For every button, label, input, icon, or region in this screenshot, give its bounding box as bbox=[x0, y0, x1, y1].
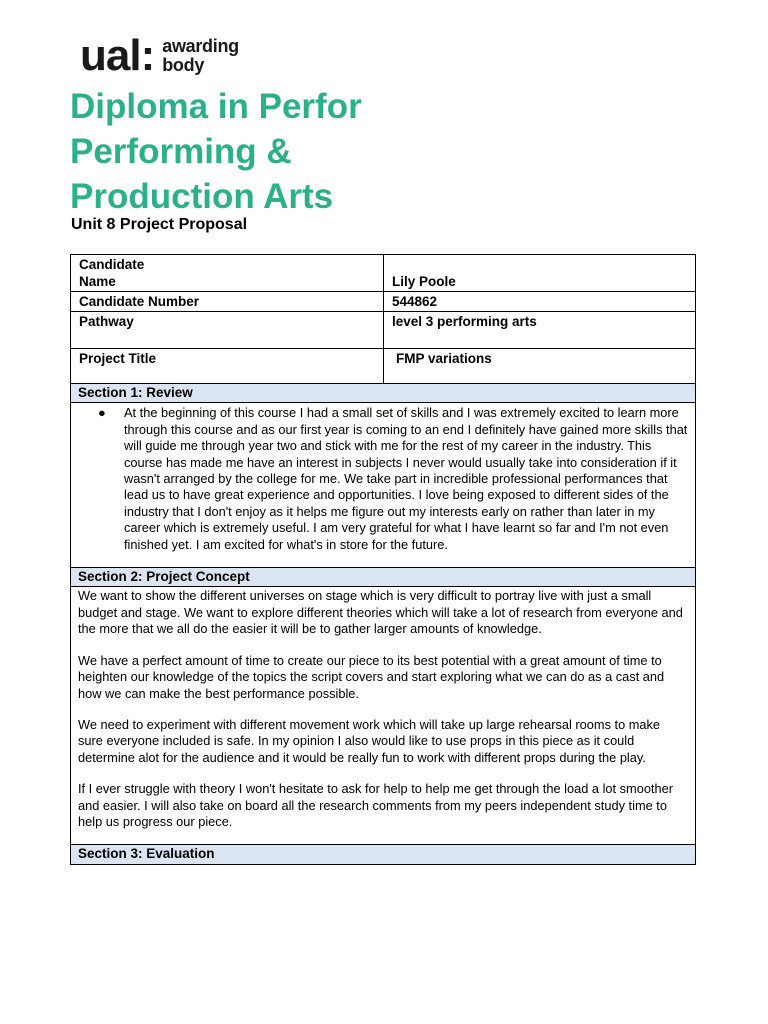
section-1-body-row bbox=[71, 403, 696, 568]
review-text: At the beginning of this course I had a small set of skills and I was extremely excited to learn more through this course and as our first year is coming to an end I definitely have gained more skills that will guide me through year two and stick with me for the rest of my career in the industry. This course has made me have an interest in subjects I never would usually take into consideration if it wasn't arranged by the college for me. We take part in incredible professional performances that lead us to have great experience and opportunities. I love being exposed to different sides of the industry that I don't enjoy as it helps me figure out my interests early on rather than later in my career which is extremely useful. I am very grateful for what I have learnt so far and I'm not even finished yet. I am excited for what's in store for the future. bbox=[124, 405, 688, 552]
concept-paragraph-1: We want to show the different universes on stage which is very difficult to portray live with just a small budget and stage. We want to explore different theories which will take a lot of research from everyone and the more that we all do the easier it will be to gather larger amounts of knowledge. bbox=[78, 588, 683, 637]
project-title-value: FMP variations bbox=[384, 349, 696, 386]
unit-subtitle: Unit 8 Project Proposal bbox=[71, 216, 248, 233]
title-line-2: Performing & bbox=[70, 132, 292, 171]
section-1-body bbox=[71, 403, 696, 568]
pathway-label: Pathway bbox=[71, 312, 384, 349]
review-bullet-item bbox=[78, 405, 688, 553]
section-1-heading: Section 1: Review bbox=[71, 384, 696, 403]
section-2-heading: Section 2: Project Concept bbox=[71, 568, 696, 587]
candidate-number-label: Candidate Number bbox=[71, 292, 384, 312]
candidate-name-value: Lily Poole bbox=[384, 255, 696, 292]
section-2-header-row bbox=[71, 568, 696, 587]
section-3-heading: Section 3: Evaluation bbox=[71, 845, 696, 864]
project-title-row bbox=[71, 349, 696, 386]
section-1-header-row bbox=[71, 384, 696, 403]
proposal-sections-table bbox=[70, 383, 696, 865]
candidate-name-label bbox=[71, 255, 384, 292]
pathway-row bbox=[71, 312, 696, 349]
candidate-number-value: 544862 bbox=[384, 292, 696, 312]
logo-line-2: body bbox=[162, 55, 205, 75]
section-3-header-row bbox=[71, 845, 696, 864]
logo-line-1: awarding bbox=[162, 36, 239, 56]
project-title-label: Project Title bbox=[71, 349, 384, 386]
logo-subtitle bbox=[162, 37, 239, 75]
section-2-body-row bbox=[71, 587, 696, 845]
logo-mark: ual: bbox=[80, 31, 155, 80]
concept-paragraph-3: We need to experiment with different movement work which will take up large rehearsal rooms to make sure everyone included is safe. In my opinion I also would like to use props in this piece as it could determine alot for the audience and it would be really fun to work with different props during the play. bbox=[78, 716, 661, 765]
title-line-1: Diploma in Perfor bbox=[70, 87, 362, 126]
document-title bbox=[70, 84, 362, 219]
pathway-value: level 3 performing arts bbox=[384, 312, 696, 349]
candidate-name-label-line-1: Candidate bbox=[79, 257, 145, 272]
concept-paragraph-2: We have a perfect amount of time to create our piece to its best potential with a great amount of time to heighten our knowledge of the topics the script covers and start exploring what we can do as a cast and how we can make the best performance possible. bbox=[78, 652, 665, 701]
candidate-info-table bbox=[70, 254, 696, 386]
title-line-3: Production Arts bbox=[70, 177, 334, 216]
bullet-icon: ● bbox=[98, 405, 106, 421]
section-2-body bbox=[71, 587, 696, 845]
concept-paragraph-4: If I ever struggle with theory I won't hesitate to ask for help to help me get through the load a lot smoother and easier. I will also take on board all the research comments from my peers independent study time to help us progress our piece. bbox=[78, 781, 673, 829]
candidate-name-row bbox=[71, 255, 696, 292]
candidate-name-label-line-2: Name bbox=[79, 274, 116, 289]
ual-awarding-body-logo bbox=[80, 31, 239, 80]
candidate-number-row bbox=[71, 292, 696, 312]
